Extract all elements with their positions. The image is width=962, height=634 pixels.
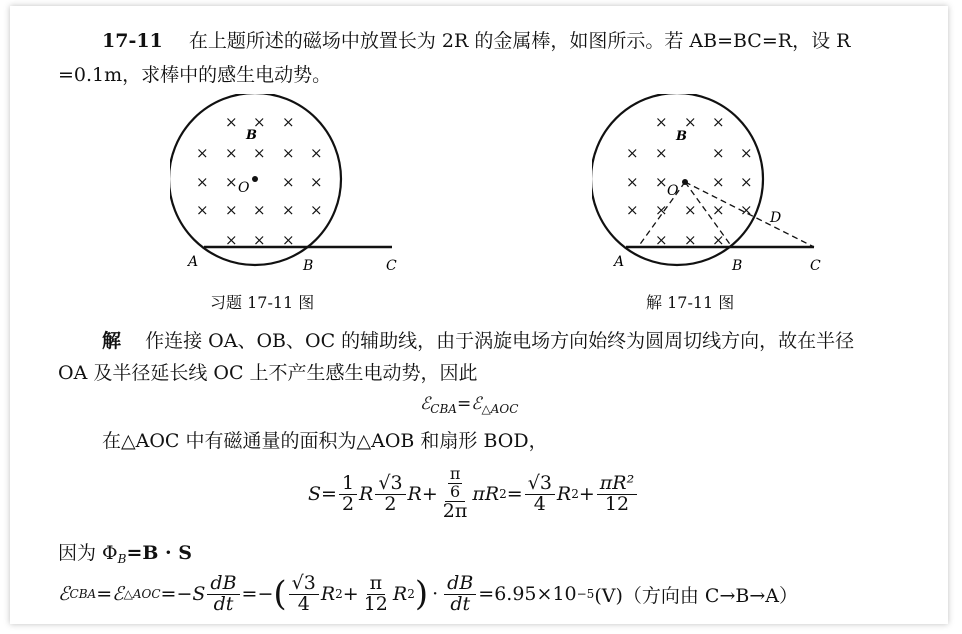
field-cross: × (196, 201, 209, 219)
field-cross: × (282, 113, 295, 131)
field-cross: × (626, 144, 639, 162)
field-circle (592, 94, 763, 265)
field-cross: × (225, 173, 238, 191)
problem-text-1: 在上题所述的磁场中放置长为 2R 的金属棒，如图所示。若 AB=BC=R，设 R (188, 30, 851, 52)
field-cross: × (626, 201, 639, 219)
field-cross: × (253, 144, 266, 162)
field-cross: × (196, 173, 209, 191)
field-cross: × (712, 144, 725, 162)
problem-number: 17-11 (102, 30, 163, 52)
field-cross: × (282, 231, 295, 249)
field-cross: × (655, 231, 668, 249)
solution-label: 解 (102, 330, 122, 352)
center-dot (252, 176, 258, 182)
field-cross: × (740, 173, 753, 191)
field-cross: × (712, 113, 725, 131)
field-cross: × (655, 173, 668, 191)
field-cross: × (712, 173, 725, 191)
label-C: C (810, 258, 821, 274)
field-cross: × (310, 144, 323, 162)
field-label: B (676, 129, 687, 144)
field-cross: × (225, 113, 238, 131)
field-cross: × (684, 201, 697, 219)
field-cross: × (225, 201, 238, 219)
magnetic-field-crosses (196, 113, 323, 249)
field-cross: × (225, 231, 238, 249)
right-figure (592, 94, 832, 274)
field-cross: × (310, 173, 323, 191)
field-cross: × (626, 173, 639, 191)
solution-line-1 (102, 326, 854, 353)
label-A: A (614, 254, 625, 270)
field-cross: × (655, 201, 668, 219)
field-cross: × (712, 231, 725, 249)
field-label: B (246, 128, 257, 143)
equation-emf-equal: ℰ$_{CBA}$=ℰ$_{\triangle AOC}$ (420, 394, 519, 416)
field-cross: × (740, 201, 753, 219)
field-cross: × (740, 144, 753, 162)
right-caption: 解 17-11 图 (646, 293, 735, 312)
flux-line: 因为 $\Phi_B=B \cdot S$ (58, 542, 192, 566)
field-cross: × (712, 201, 725, 219)
field-cross: × (282, 144, 295, 162)
field-cross: × (253, 201, 266, 219)
problem-line-1 (102, 26, 850, 53)
field-cross: × (282, 173, 295, 191)
magnetic-field-crosses (626, 113, 753, 249)
label-O: O (238, 180, 250, 196)
page (10, 6, 948, 624)
final-equation: ℰ CBA =ℰ △AOC =−S $\frac{dB}{dt}$ =− ( $\frac{√3}{4}$ R 2 + $\frac{\pi}{12}$ R 2 ) · $\frac{dB}{dt}$ =6.95×10 −5 (V)（方向由 C→B→A） (58, 571, 798, 615)
field-cross: × (310, 201, 323, 219)
label-D: D (770, 210, 782, 226)
field-cross: × (196, 144, 209, 162)
label-O: O (667, 183, 679, 199)
solution-line-2: OA 及半径延长线 OC 上不产生感生电动势，因此 (58, 362, 478, 384)
field-cross: × (253, 231, 266, 249)
field-cross: × (253, 113, 266, 131)
solution-text-1: 作连接 OA、OB、OC 的辅助线，由于涡旋电场方向始终为圆周切线方向，故在半径 (145, 330, 855, 352)
solution-line-3: 在△AOC 中有磁通量的面积为△AOB 和扇形 BOD， (102, 430, 548, 452)
field-cross: × (655, 144, 668, 162)
left-figure (170, 94, 410, 274)
problem-line-2: =0.1m，求棒中的感生电动势。 (58, 64, 332, 86)
field-cross: × (684, 113, 697, 131)
field-cross: × (684, 231, 697, 249)
label-B: B (732, 258, 743, 274)
label-A: A (188, 254, 199, 270)
label-C: C (386, 258, 397, 274)
field-cross: × (655, 113, 668, 131)
left-caption: 习题 17-11 图 (210, 293, 315, 312)
area-equation: S= $\frac{1}{2}$ R $\frac{√3}{2}$ R+ π 6 2π πR 2 = $\frac{√3}{4}$ R 2 + $\frac{\text{πR²}}{12}$ (308, 454, 639, 534)
label-B: B (303, 258, 314, 274)
field-cross: × (225, 144, 238, 162)
field-cross: × (282, 201, 295, 219)
